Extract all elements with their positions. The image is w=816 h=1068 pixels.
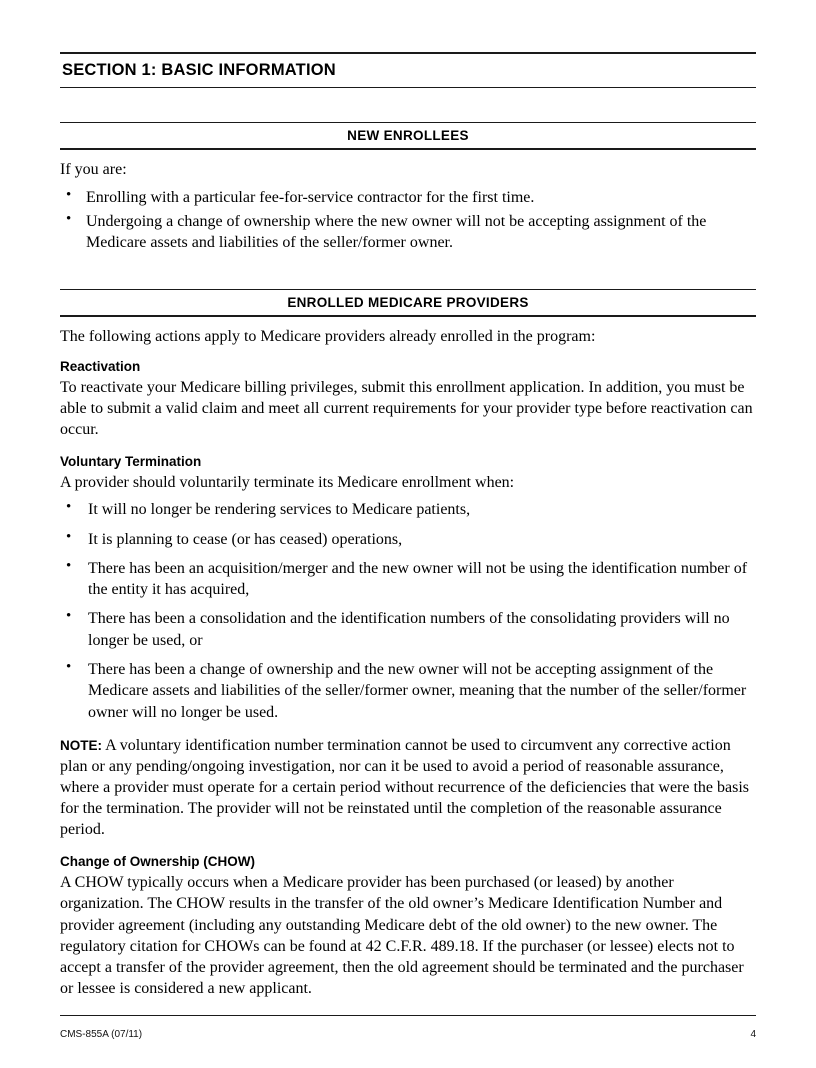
list-item: • It will no longer be rendering services to Medicare patients, (60, 499, 756, 520)
footer-page-number: 4 (750, 1029, 756, 1040)
enrolled-providers-intro: The following actions apply to Medicare providers already enrolled in the program: (60, 328, 596, 346)
new-enrollees-bottom-rule (60, 148, 756, 150)
section-header (60, 52, 756, 88)
voluntary-termination-note (60, 735, 756, 841)
voluntary-termination-bullet-list (60, 499, 756, 722)
note-text: A voluntary identification number termination cannot be used to circumvent any corrective action plan or any pending/ongoing investigation, nor can it be used to avoid a period of reasonable assurance, where a provider must operate for a certain period without recurrence of the deficiencies that were the basis for the termination. The provider will not be reinstated until the completion of the reasonable assurance period. (60, 736, 750, 839)
note-label: NOTE: (60, 737, 102, 753)
list-item: • There has been an acquisition/merger and the new owner will not be using the identification number of the entity it has acquired, (60, 558, 756, 601)
list-item: • There has been a consolidation and the identification numbers of the consolidating providers will no longer be used, or (60, 608, 756, 651)
new-enrollees-banner (60, 122, 756, 150)
footer-form-id: CMS-855A (07/11) (60, 1029, 143, 1040)
reactivation-text: To reactivate your Medicare billing privileges, submit this enrollment application. In addition, you must be able to submit a valid claim and meet all current requirements for your provider type before reactivation can occur. (60, 378, 753, 439)
new-enrollees-bullet-list (60, 187, 756, 254)
footer-rule (60, 1015, 756, 1016)
voluntary-termination-heading: Voluntary Termination (60, 454, 202, 470)
page-footer (60, 1029, 756, 1040)
reactivation-heading: Reactivation (60, 358, 141, 374)
enrolled-providers-bottom-rule (60, 315, 756, 317)
enrolled-providers-title: ENROLLED MEDICARE PROVIDERS (287, 295, 529, 311)
list-item: • Enrolling with a particular fee-for-service contractor for the first time. (60, 187, 756, 208)
section-header-bottom-rule (60, 87, 756, 88)
chow-heading: Change of Ownership (CHOW) (60, 854, 255, 870)
new-enrollees-title: NEW ENROLLEES (347, 128, 469, 143)
voluntary-termination-intro: A provider should voluntarily terminate its Medicare enrollment when: (60, 474, 515, 492)
new-enrollees-intro: If you are: (60, 161, 127, 178)
list-item: • Undergoing a change of ownership where the new owner will not be accepting assignment of the Medicare assets and liabilities of the seller/former owner. (60, 211, 756, 254)
list-item: • There has been a change of ownership and the new owner will not be accepting assignment of the Medicare assets and liabilities of the seller/former owner, meaning that the number of the seller/former owner will no longer be used. (60, 659, 756, 723)
section-title: SECTION 1: BASIC INFORMATION (62, 61, 336, 79)
enrolled-providers-banner (60, 289, 756, 317)
list-item: • It is planning to cease (or has ceased) operations, (60, 529, 756, 550)
chow-text: A CHOW typically occurs when a Medicare provider has been purchased (or leased) by another organization. The CHOW results in the transfer of the old owner’s Medicare Identification Number and provider agreement (including any outstanding Medicare debt of the old owner) to the new owner. The regulatory citation for CHOWs can be found at 42 C.F.R. 489.18. If the purchaser (or lessee) elects not to accept a transfer of the provider agreement, then the old agreement should be terminated and the purchaser or lessee is considered a new applicant. (60, 874, 744, 997)
